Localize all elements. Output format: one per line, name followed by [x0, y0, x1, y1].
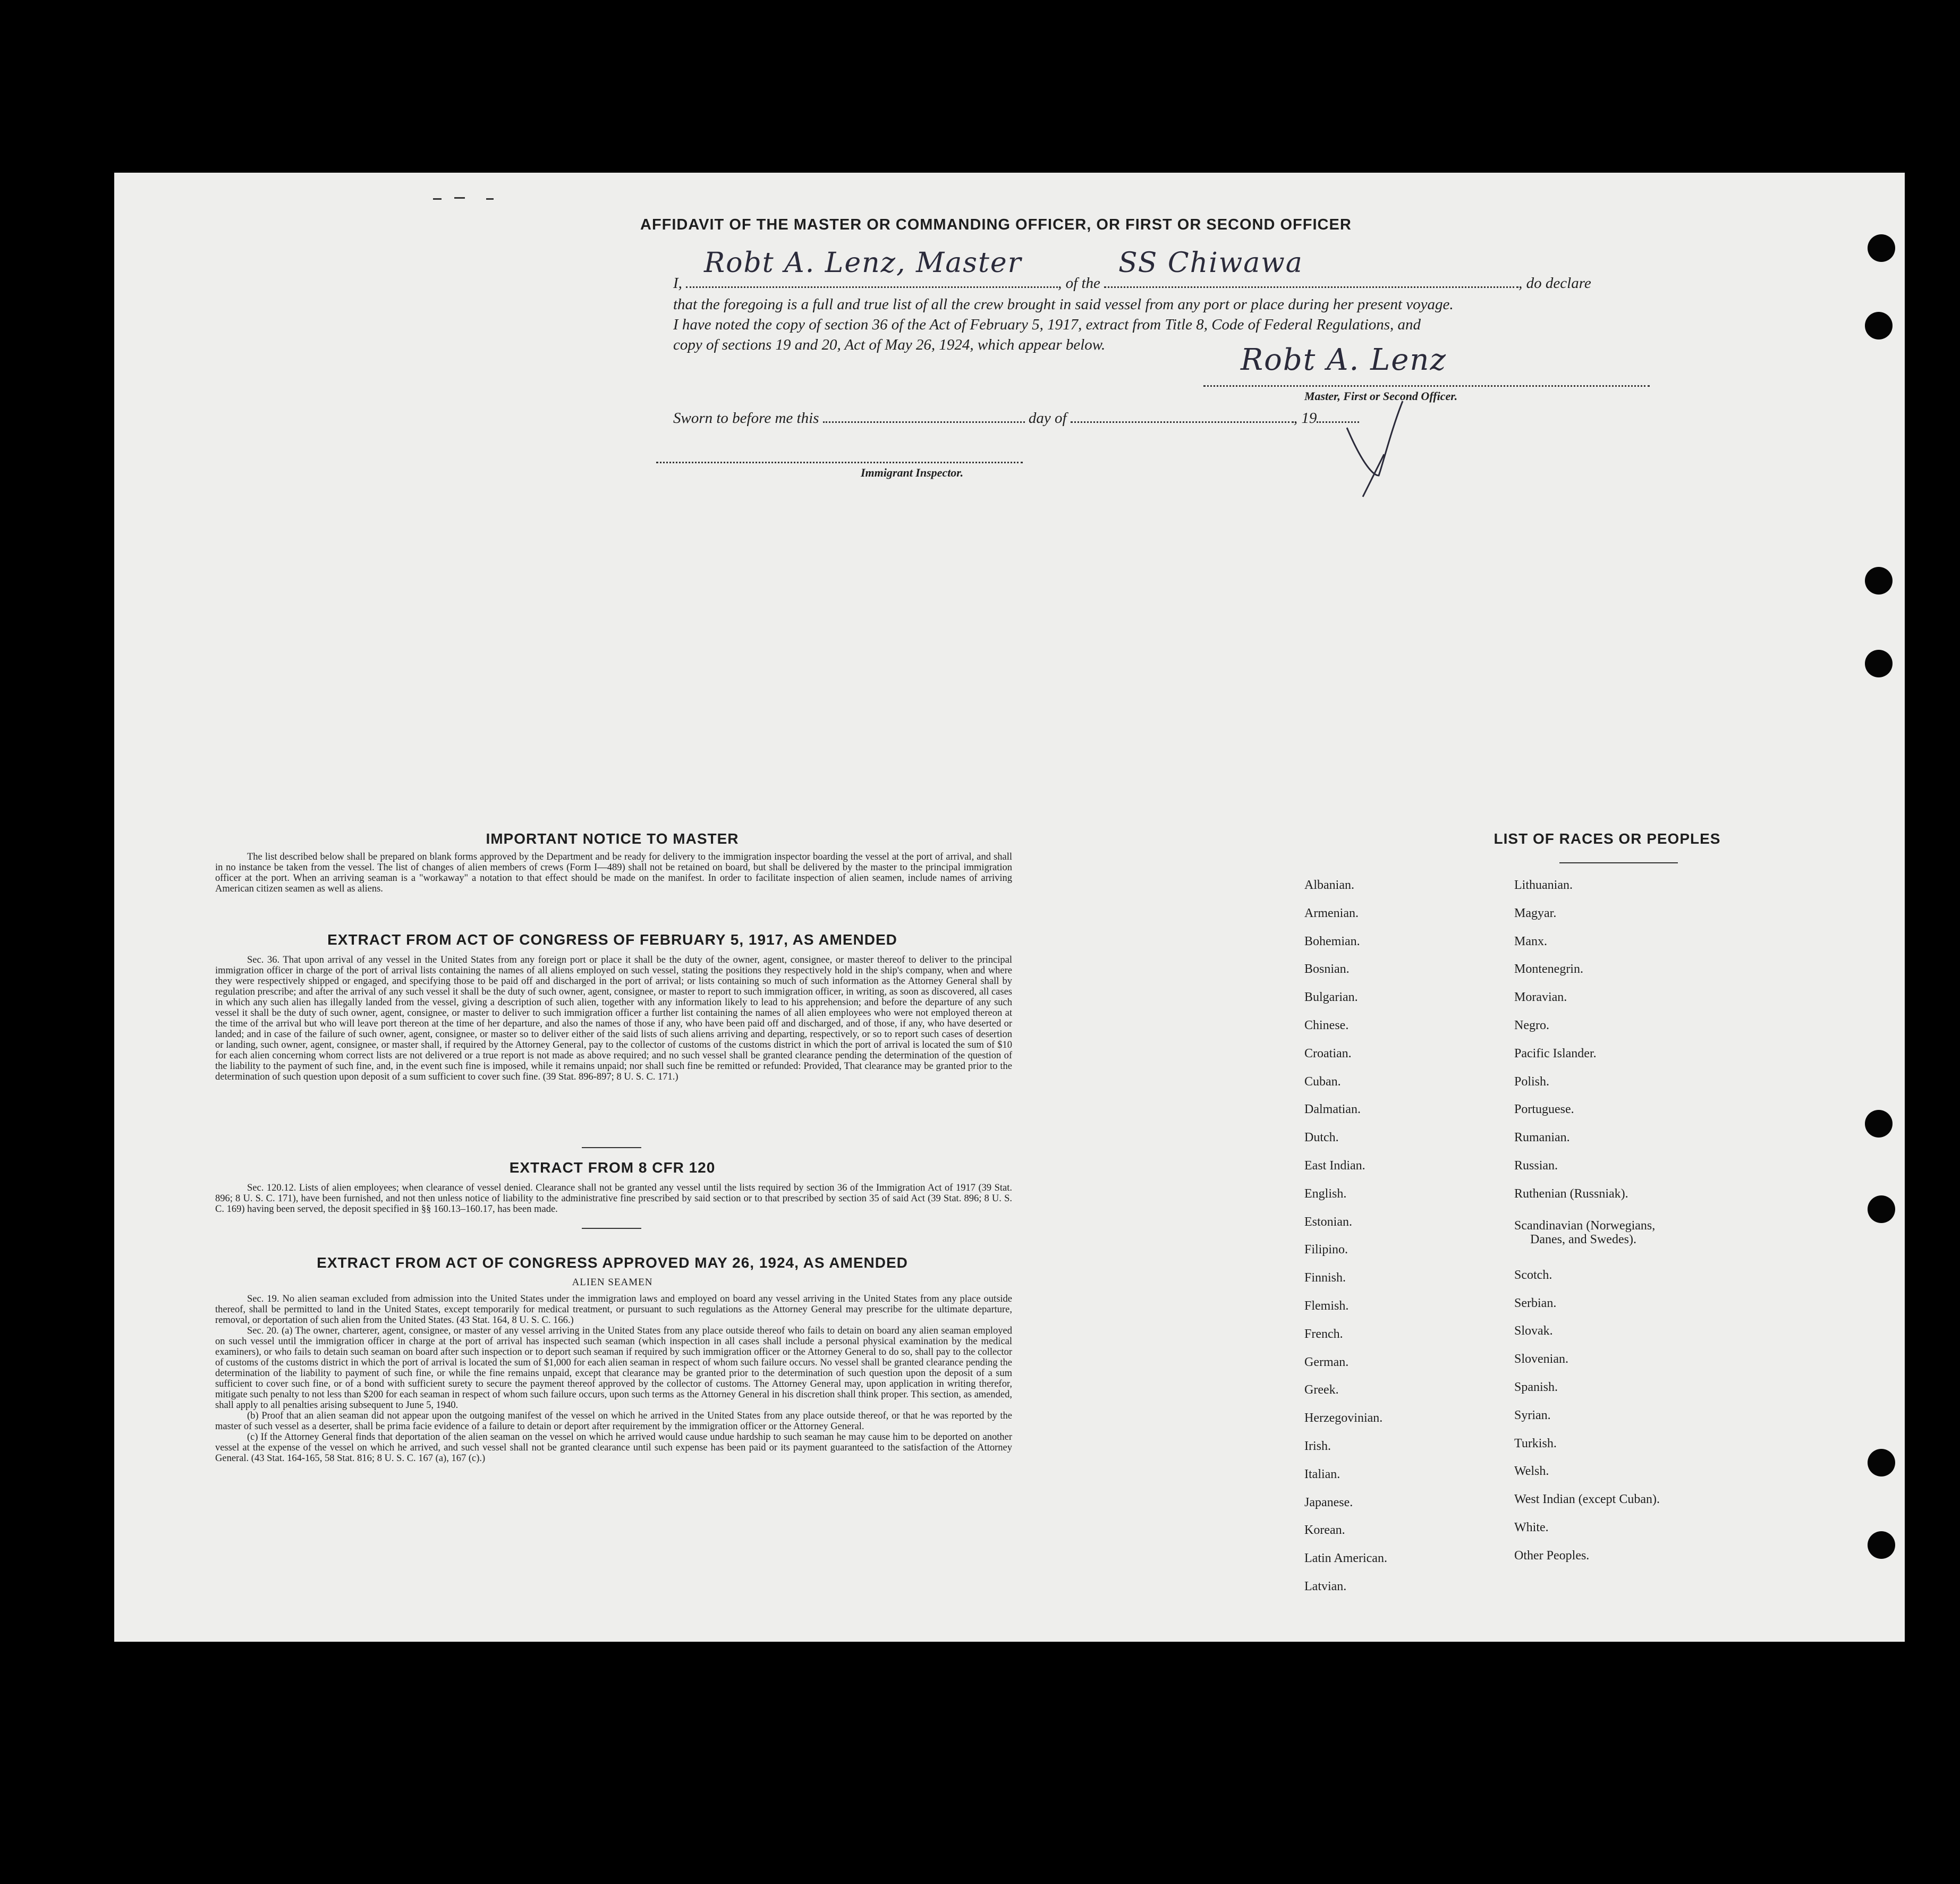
binder-hole — [1868, 1449, 1895, 1476]
race-item: Estonian. — [1304, 1215, 1352, 1229]
binder-hole — [1868, 1531, 1895, 1559]
race-item: Bohemian. — [1304, 934, 1360, 948]
race-item: Rumanian. — [1514, 1131, 1570, 1145]
race-item: Other Peoples. — [1514, 1548, 1590, 1563]
race-item: Portuguese. — [1514, 1102, 1574, 1117]
affidavit-title: AFFIDAVIT OF THE MASTER OR COMMANDING OFFICER, OR FIRST OR SECOND OFFICER — [640, 216, 1352, 233]
race-item: Greek. — [1304, 1383, 1339, 1397]
binder-hole — [1868, 234, 1895, 262]
race-item: Latin American. — [1304, 1551, 1387, 1566]
race-item: German. — [1304, 1355, 1349, 1369]
affidavit-do-declare: , do declare — [1518, 275, 1591, 292]
race-item: Bulgarian. — [1304, 990, 1358, 1005]
affidavit-of-the: , of the — [1058, 275, 1100, 292]
name-field — [686, 286, 1058, 288]
affidavit-line-3: I have noted the copy of section 36 of the Act of February 5, 1917, extract from Title 8, Code of Federal Regulations, and — [673, 316, 1421, 333]
scan-mark — [486, 198, 494, 200]
race-item: Filipino. — [1304, 1243, 1348, 1257]
handwritten-name: Robt A. Lenz, Master — [704, 247, 1022, 279]
sworn-label: Sworn to before me this — [673, 410, 819, 427]
races-divider — [1559, 862, 1678, 863]
binder-hole — [1868, 1195, 1895, 1223]
affidavit-i-label: I, — [673, 275, 682, 292]
inspector-line — [656, 462, 1023, 463]
race-item: Turkish. — [1514, 1436, 1557, 1450]
extract-1917-text: Sec. 36. That upon arrival of any vessel in the United States from any foreign port or place it shall be the duty of the owner, agent, consignee, or master thereof to deliver to the principal immigration officer in charge of the port of arrival lists containing the names of all aliens employed on such vessel, stating the positions they respectively hold in the ship's company, when and where they were respectively shipped or engaged, and specifying those to be paid off and discharged in the port of arrival; or lists containing so much of such information as the Attorney General shall by regulation prescribe; and after the arrival of any such vessel it shall be the duty of such owner, agent, consignee, or master to report to such immigration officer, in writing, as soon as discovered, all cases in which any such alien has illegally landed from the vessel, giving a description of such alien, together with any information likely to lead to his apprehension; and before the departure of any such vessel it shall be the duty of such owner, agent, consignee, or master to deliver to such immigration officer a further list containing the names of all alien employees who were not employed thereon at the time of the arrival but who will leave port thereon at the time of her departure, and also the names of those if any, who have been paid off and discharged, and of those, if any, who have deserted or landed; and in case of the failure of such owner, agent, consignee, or master so to deliver either of the said lists of such aliens arriving and departing, respectively, or so to report such cases of desertion or landing, such owner, agent, consignee, or master shall, if required by the Attorney General, pay to the collector of customs of the customs district in which the port of arrival is located the sum of $10 for each alien concerning whom correct lists are not delivered or a true report is not made as above required; and no such vessel shall be granted clearance pending the determination of the question of the liability to the payment of such fine, and, in the event such fine is imposed, while it remains unpaid; nor shall such fine be remitted or refunded: Provided, That clearance may be granted prior to the determination of such question upon deposit of a sum sufficient to cover such fine. (39 Stat. 896-897; 8 U. S. C. 171.) — [215, 955, 1012, 1082]
race-item: Pacific Islander. — [1514, 1046, 1597, 1060]
sworn-day-field — [823, 421, 1025, 423]
races-title: LIST OF RACES OR PEOPLES — [1494, 830, 1721, 847]
notice-text: The list described below shall be prepared on blank forms approved by the Department and be ready for delivery to the immigration inspector boarding the vessel at the port of arrival, and shall in no instance be taken from the vessel. The list of changes of alien members of crews (Form I—489) shall not be retained on board, but shall be delivered by the master to the principal immigration officer at the port. When an arriving seaman is a "workaway" a notation to that effect should be made on the manifest. In order to facilitate inspection of alien seamen, include names of arriving American citizen seamen as well as aliens. — [215, 852, 1012, 894]
race-item: Italian. — [1304, 1467, 1340, 1481]
extract-1917-title: EXTRACT FROM ACT OF CONGRESS OF FEBRUARY 5, 1917, AS AMENDED — [327, 931, 897, 948]
master-caption: Master, First or Second Officer. — [1304, 389, 1458, 403]
vessel-field — [1104, 286, 1518, 288]
binder-hole — [1865, 650, 1893, 677]
race-item: Lithuanian. — [1514, 878, 1573, 892]
binder-hole — [1865, 312, 1893, 340]
race-item: Syrian. — [1514, 1408, 1551, 1422]
race-item: Ruthenian (Russniak). — [1514, 1186, 1628, 1201]
race-item: Spanish. — [1514, 1380, 1558, 1394]
race-item: Herzegovinian. — [1304, 1411, 1383, 1425]
race-item: Serbian. — [1514, 1296, 1557, 1310]
race-item: Albanian. — [1304, 878, 1354, 892]
binder-hole — [1865, 1110, 1893, 1138]
race-item: English. — [1304, 1186, 1347, 1201]
sec-19-text: Sec. 19. No alien seaman excluded from admission into the United States under the immigration laws and employed on board any vessel arriving in the United States from any place outside thereof, shall be permitted to land in the United States, except temporarily for medical treatment, or pursuant to such regulations as the Attorney General may prescribe for the ultimate departure, removal, or deportation of such alien from the United States. (43 Stat. 164, 8 U. S. C. 166.) — [215, 1294, 1012, 1326]
section-divider — [582, 1147, 641, 1148]
sec-20a-text: Sec. 20. (a) The owner, charterer, agent, consignee, or master of any vessel arriving in the United States from any place outside thereof who fails to detain on board any alien seaman employed on such vessel until the immigration officer in charge at the port of arrival has inspected such seaman (which inspection in all cases shall include a personal physical examination by the medical examiners), or who fails to detain such seaman on board after such inspection or to deport such seaman if required by such immigration officer or the Attorney General to do so, shall pay to the collector of customs of the customs district in which the port of arrival is located the sum of $1,000 for each alien seaman in respect of whom such failure occurs. No vessel shall be granted clearance pending the determination of the liability to payment of such fine, or while the fine remains unpaid, except that clearance may be granted prior to the determination of such question upon the deposit of a sum sufficient to cover such fine, or of a bond with sufficient surety to secure the payment thereof approved by the collector of customs. The Attorney General may, upon application in writing therefor, mitigate such penalty to not less than $200 for each seaman in respect of whom such failure occurs, upon such terms as the Attorney General in his discretion shall think proper. This section, as amended, shall apply to all penalties arising subsequent to June 5, 1940. — [215, 1326, 1012, 1411]
race-item: Magyar. — [1514, 906, 1557, 920]
race-item: Moravian. — [1514, 990, 1567, 1005]
race-item: Dutch. — [1304, 1131, 1339, 1145]
race-item: Dalmatian. — [1304, 1102, 1361, 1117]
signature-line — [1203, 385, 1650, 387]
extract-cfr-text: Sec. 120.12. Lists of alien employees; when clearance of vessel denied. Clearance shall not be granted any vessel until the lists required by section 36 of the Immigration Act of 1917 (39 Stat. 896; 8 U. S. C. 171), have been furnished, and not then unless notice of liability to the administrative fine prescribed by said section or to that prescribed by section 35 of said Act (39 Stat. 896; 8 U. S. C. 169) having been served, the deposit specified in §§ 160.13–160.17, has been made. — [215, 1183, 1012, 1215]
alien-seamen-subtitle: ALIEN SEAMEN — [572, 1277, 653, 1288]
document-page — [114, 173, 1905, 1642]
race-item: Armenian. — [1304, 906, 1359, 920]
extract-cfr-title: EXTRACT FROM 8 CFR 120 — [509, 1159, 716, 1176]
scan-mark — [454, 197, 465, 199]
extract-1924-title: EXTRACT FROM ACT OF CONGRESS APPROVED MAY 26, 1924, AS AMENDED — [317, 1254, 908, 1271]
race-item: Welsh. — [1514, 1464, 1549, 1479]
race-item: Korean. — [1304, 1523, 1345, 1538]
race-item: Slovak. — [1514, 1324, 1553, 1338]
master-signature: Robt A. Lenz — [1241, 343, 1447, 377]
race-item: Polish. — [1514, 1074, 1550, 1089]
race-item: Scandinavian (Norwegians, — [1514, 1218, 1656, 1233]
race-item: Croatian. — [1304, 1046, 1352, 1060]
race-item: Slovenian. — [1514, 1352, 1568, 1367]
race-item: Cuban. — [1304, 1074, 1341, 1089]
race-item: West Indian (except Cuban). — [1514, 1492, 1660, 1507]
race-item: Danes, and Swedes). — [1530, 1232, 1636, 1246]
race-item: Scotch. — [1514, 1268, 1552, 1282]
handwritten-vessel: SS Chiwawa — [1118, 247, 1303, 279]
section-divider — [582, 1228, 641, 1229]
race-item: Negro. — [1514, 1019, 1549, 1032]
race-item: Bosnian. — [1304, 962, 1350, 977]
race-item: White. — [1514, 1521, 1549, 1534]
year-label: , 19 — [1293, 410, 1317, 427]
notice-title: IMPORTANT NOTICE TO MASTER — [486, 830, 739, 847]
sworn-line — [673, 410, 1359, 427]
race-item: Montenegrin. — [1514, 962, 1583, 977]
race-item: Irish. — [1304, 1439, 1331, 1453]
affidavit-line-4: copy of sections 19 and 20, Act of May 26, 1924, which appear below. — [673, 336, 1106, 353]
race-item: Russian. — [1514, 1159, 1558, 1173]
inspector-caption: Immigrant Inspector. — [861, 466, 964, 479]
race-item: East Indian. — [1304, 1159, 1365, 1173]
scan-mark — [433, 198, 442, 200]
sec-20b-text: (b) Proof that an alien seaman did not appear upon the outgoing manifest of the vessel on which he arrived in the United States from any place outside thereof, or that he was reported by the master of such vessel as a deserter, shall be prima facie evidence of a failure to detain or deport after requirement by the immigration officer or the Attorney General. — [215, 1411, 1012, 1432]
day-of-label: day of — [1028, 410, 1067, 427]
race-item: Finnish. — [1304, 1271, 1346, 1285]
race-item: Japanese. — [1304, 1495, 1353, 1509]
race-item: Manx. — [1514, 934, 1547, 948]
binder-hole — [1865, 567, 1893, 595]
sworn-month-field — [1071, 421, 1294, 423]
pen-stroke — [1342, 396, 1411, 502]
race-item: Chinese. — [1304, 1019, 1349, 1032]
race-item: French. — [1304, 1327, 1343, 1341]
affidavit-line-2: that the foregoing is a full and true list of all the crew brought in said vessel from any port or place during her present voyage. — [673, 296, 1454, 313]
race-item: Flemish. — [1304, 1299, 1349, 1313]
sec-20c-text: (c) If the Attorney General finds that deportation of the alien seaman on the vessel on which he arrived would cause undue hardship to such seaman he may cause him to be deported on another vessel at the expense of the vessel on which he arrived, and such vessel shall not be granted clearance until such expense has been paid or its payment guaranteed to the satisfaction of the Attorney General. (43 Stat. 164-165, 58 Stat. 816; 8 U. S. C. 167 (a), 167 (c).) — [215, 1432, 1012, 1464]
extract-1924-body — [215, 1294, 1012, 1464]
race-item: Latvian. — [1304, 1580, 1347, 1593]
